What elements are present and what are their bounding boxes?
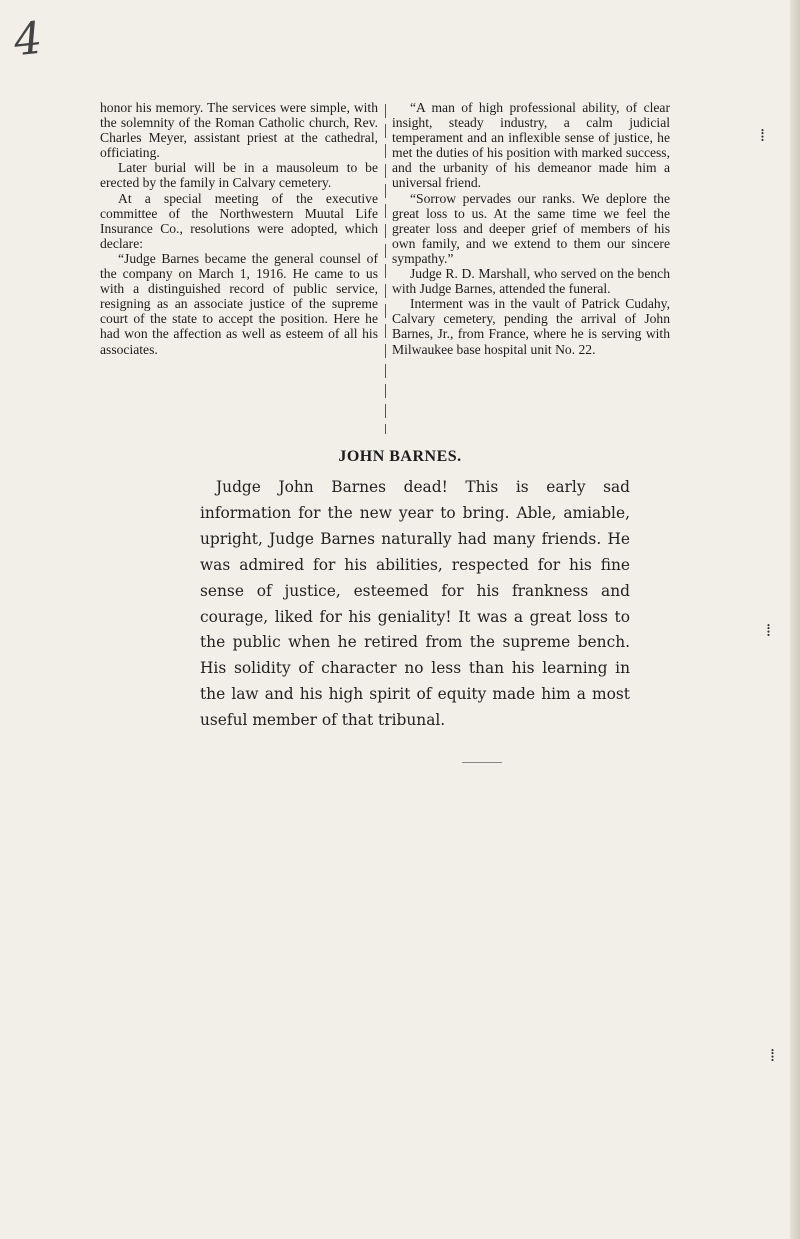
newspaper-clipping <box>100 100 670 434</box>
end-rule <box>462 762 502 763</box>
clipping-right-column <box>392 100 670 434</box>
column-divider <box>385 104 386 434</box>
editorial-paragraph: Judge John Barnes dead! This is early sad information for the new year to bring. Able, amiable, upright, Judge Barnes naturally had many friends. He was admired for his abilities, respected for his fine sense of justice, esteemed for his frankness and courage, liked for his geniality! It was a great loss to the public when he retired from the supreme bench. His solidity of character no less than his learning in the law and his high spirit of equity made him a most useful member of that tribunal. <box>200 478 630 730</box>
right-paragraph-1: “A man of high professional ability, of clear insight, steady industry, a calm judicial temperament and an inflexible sense of justice, he met the duties of his position with marked success, and the urbanity of his demeanor made him a universal friend. <box>392 100 670 191</box>
binding-hole-mark: ⁞ <box>760 125 766 145</box>
left-paragraph-4: “Judge Barnes became the general counsel of the company on March 1, 1916. He came to us with a distinguished record of public service, resigning as an associate justice of the supreme court of the state to accept the position. Here he had won the affection as well as esteem of all his associates. <box>100 250 378 357</box>
editorial-clipping <box>200 475 630 734</box>
page-number: 4 <box>11 12 45 67</box>
left-paragraph-1: honor his memory. The services were simple, with the solemnity of the Roman Catholic church, Rev. Charles Meyer, assistant priest at the cathedral, officiating. <box>100 100 378 161</box>
right-paragraph-2: “Sorrow pervades our ranks. We deplore the great loss to us. At the same time we feel the greater loss and deeper grief of members of his own family, and we extend to them our sincere sympathy.” <box>392 190 670 266</box>
editorial-headline: JOHN BARNES. <box>338 448 462 465</box>
page-edge <box>790 0 800 1239</box>
right-paragraph-3: Judge R. D. Marshall, who served on the bench with Judge Barnes, attended the funeral. <box>392 266 670 297</box>
left-paragraph-2: Later burial will be in a mausoleum to be erected by the family in Calvary cemetery. <box>100 160 378 191</box>
left-paragraph-3: At a special meeting of the executive committee of the Northwestern Muutal Life Insurance Co., resolutions were adopted, which declare: <box>100 190 378 251</box>
right-paragraph-4: Interment was in the vault of Patrick Cudahy, Calvary cemetery, pending the arrival of John Barnes, Jr., from France, where he is serving with Milwaukee base hospital unit No. 22. <box>392 296 670 357</box>
binding-hole-mark: ⁞ <box>766 620 772 640</box>
binding-hole-mark: ⁞ <box>770 1045 776 1065</box>
clipping-left-column <box>100 100 378 434</box>
